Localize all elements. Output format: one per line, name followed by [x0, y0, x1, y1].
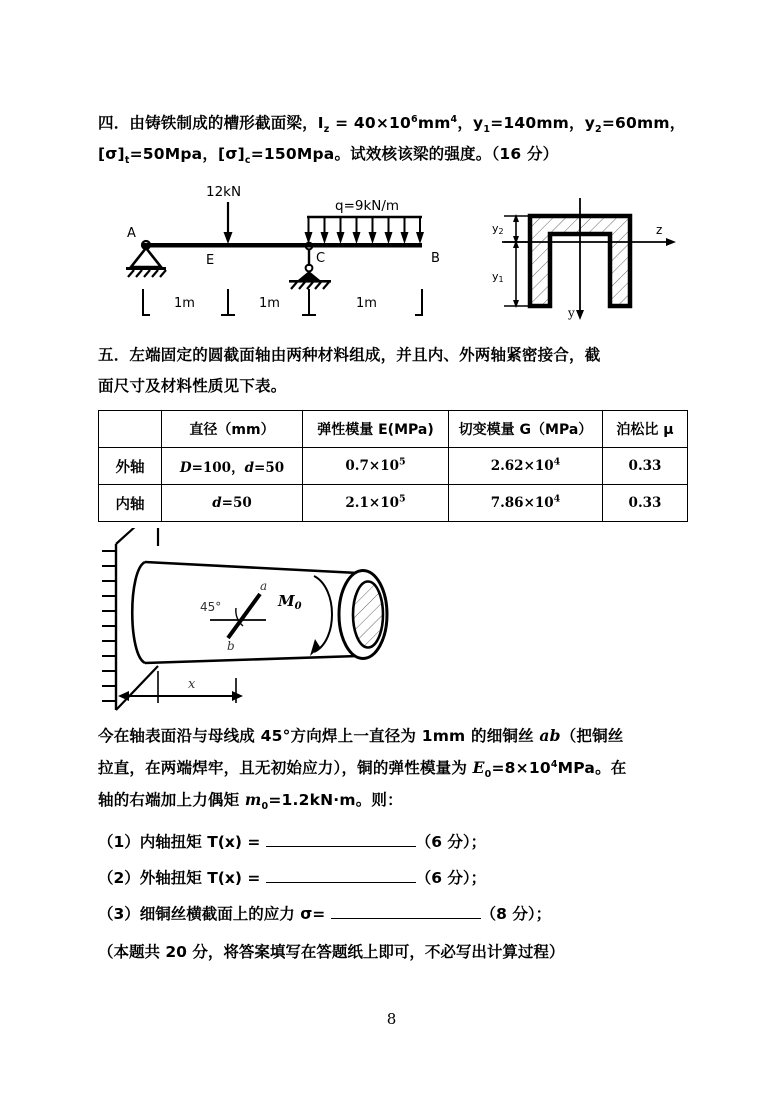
- problem-4-exponent-4: 4: [450, 113, 458, 125]
- question-2-symbol-arg: (x): [217, 869, 242, 887]
- problem-5-intro-line1: 五．左端固定的圆截面轴由两种材料组成，并且内、外两轴紧密接合，截: [98, 346, 601, 364]
- problem-5-E0-exponent: 4: [550, 758, 558, 770]
- axis-y-label: y: [568, 306, 575, 320]
- problem-4-line1-part-d: ，y: [457, 114, 484, 132]
- column-header-diameter: 直径（mm）: [162, 411, 303, 448]
- beam-diagram-svg: [98, 176, 688, 324]
- problem-4-exponent-6: 6: [411, 113, 418, 125]
- shaft-diagram-svg: [100, 528, 430, 718]
- question-3-prefix: （3）细铜丝横截面上的应力: [98, 905, 301, 923]
- y2-arrow-up: [513, 214, 519, 222]
- cell-inner-diameter: [162, 485, 303, 522]
- problem-4-statement: [98, 108, 688, 170]
- fixed-support-hatching: [102, 551, 116, 701]
- beam-dimension-2: 1m: [259, 296, 280, 311]
- page-content: [98, 108, 688, 970]
- problem-5-wire-symbol-ab: ab: [539, 726, 561, 745]
- beam-member: [142, 243, 422, 248]
- point-load-label: 12kN: [206, 184, 242, 200]
- cell-outer-diameter: [162, 448, 303, 485]
- question-2: [98, 860, 688, 896]
- outer-E-mantissa: 0.7×10: [345, 458, 399, 474]
- shaft-bottom-generatrix: [145, 656, 358, 663]
- question-3-answer-blank[interactable]: [331, 904, 481, 919]
- x-dimension-right-arrow: [232, 691, 243, 701]
- outer-G-mantissa: 2.62×10: [490, 458, 554, 474]
- question-3-symbol: σ: [300, 905, 313, 923]
- support-a-hatching: [128, 270, 166, 277]
- problem-5-E0-symbol: E: [472, 758, 485, 777]
- problem-5-E0-subscript: 0: [484, 769, 492, 781]
- beam-label-c: C: [316, 251, 326, 266]
- problem-5-m0-subscript: 0: [261, 801, 269, 813]
- row-label-inner-shaft: 内轴: [99, 485, 162, 522]
- shaft-left-end-arc: [132, 562, 145, 663]
- inner-E-exponent: 5: [398, 493, 406, 505]
- beam-dimension-3: 1m: [356, 296, 377, 311]
- y2-label: y2: [492, 222, 504, 236]
- problem-5-body-line1-a: 今在轴表面沿与母线成 45°方向焊上一直径为 1mm 的细铜丝: [98, 727, 540, 745]
- cell-outer-G: [449, 448, 603, 485]
- torque-arc: [314, 576, 332, 652]
- beam-label-b: B: [431, 251, 440, 266]
- problem-5-body-line2-b: =8×10: [491, 759, 551, 777]
- problem-5-body-line3-b: =1.2kN·m。则：: [268, 791, 403, 809]
- cell-outer-E: [303, 448, 449, 485]
- inner-d-symbol: d: [212, 495, 222, 511]
- problem-4-line1-part-a: 四．由铸铁制成的槽形截面梁，I: [98, 114, 324, 132]
- axis-z-label: z: [656, 223, 663, 237]
- distributed-load-label: q=9kN/m: [335, 198, 400, 214]
- beam-dimension-1: 1m: [174, 296, 195, 311]
- problem-4-line2-part-a: [σ]: [98, 145, 125, 163]
- problem-4-Iz-subscript: z: [323, 124, 330, 136]
- column-header-blank: [99, 411, 162, 448]
- axis-y-arrowhead: [576, 310, 584, 320]
- question-2-prefix: （2）外轴扭矩: [98, 869, 208, 887]
- problem-4-sigma-c-subscript: c: [244, 155, 251, 167]
- support-a-triangle: [131, 248, 161, 267]
- question-1-equals: =: [241, 833, 266, 851]
- question-1-symbol-arg: (x): [217, 833, 242, 851]
- torque-label: $M_0$: [278, 592, 302, 612]
- question-1-symbol: T: [207, 833, 218, 851]
- copper-wire-ab: [228, 594, 260, 638]
- support-c-triangle: [298, 271, 320, 280]
- shaft-inner-bore-hatched: [353, 582, 383, 648]
- point-load-arrow: [224, 202, 233, 244]
- outer-D-symbol: D: [179, 460, 192, 476]
- torque-arrowhead: [310, 639, 320, 656]
- question-2-suffix: （6 分）；: [415, 869, 487, 887]
- problem-4-y1-subscript: 1: [483, 124, 491, 136]
- cell-inner-E: [303, 485, 449, 522]
- problem-5-body-line1-b: （把铜丝: [560, 727, 624, 745]
- table-row: [99, 485, 688, 522]
- problem-4-line1-part-f: =60mm，: [601, 114, 686, 132]
- question-3: [98, 896, 688, 932]
- material-properties-table: [98, 410, 688, 522]
- question-2-answer-blank[interactable]: [266, 868, 416, 883]
- shaft-top-generatrix: [145, 562, 358, 573]
- problem-5-body-line2-c: MPa。在: [557, 759, 627, 777]
- outer-E-exponent: 5: [398, 456, 406, 468]
- problem-5-body-line3-a: 轴的右端加上力偶矩: [98, 791, 245, 809]
- distributed-load-arrows: [305, 217, 425, 244]
- problem-5-intro: [98, 340, 688, 402]
- problem-5-footnote: （本题共 20 分，将答案填写在答题纸上即可，不必写出计算过程）: [98, 943, 565, 961]
- cell-outer-mu: 0.33: [603, 448, 688, 485]
- question-3-suffix: （8 分）；: [480, 905, 552, 923]
- cross-section-diagram: [492, 198, 676, 320]
- x-dimension-left-arrow: [118, 691, 129, 701]
- cell-inner-G: [449, 485, 603, 522]
- outer-G-exponent: 4: [553, 456, 561, 468]
- inner-G-exponent: 4: [553, 493, 561, 505]
- inner-d-value: =50: [221, 495, 252, 511]
- problem-4-line1-part-b: = 40×10: [329, 114, 412, 132]
- support-c-ground-line: [289, 280, 331, 283]
- problem-4-unit-mm: mm: [417, 114, 451, 132]
- problem-4-y2-subscript: 2: [595, 124, 602, 136]
- beam-and-cross-section-figure: [98, 176, 688, 324]
- x-dimension-label: x: [188, 677, 196, 692]
- shaft-figure: [100, 528, 430, 718]
- wire-endpoint-b-label: b: [227, 639, 235, 653]
- question-3-equals: =: [312, 905, 331, 923]
- page-number: 8: [386, 1010, 397, 1028]
- inner-G-mantissa: 7.86×10: [490, 495, 554, 511]
- outer-d-value: =50: [254, 460, 285, 476]
- angle-label-45: 45°: [200, 600, 222, 614]
- question-1-prefix: （1）内轴扭矩: [98, 833, 208, 851]
- y1-label: y1: [492, 270, 504, 284]
- wall-top-edge: [116, 528, 158, 544]
- problem-5-intro-line2: 面尺寸及材料性质见下表。: [98, 377, 287, 395]
- question-1: [98, 824, 688, 860]
- problem-4-line1-part-e: =140mm，y: [490, 114, 596, 132]
- axis-z-arrowhead: [666, 238, 676, 246]
- beam-label-e: E: [206, 253, 215, 268]
- row-label-outer-shaft: 外轴: [99, 448, 162, 485]
- cell-inner-mu: 0.33: [603, 485, 688, 522]
- inner-E-mantissa: 2.1×10: [345, 495, 399, 511]
- column-header-shear-modulus: 切变模量 G（MPa）: [449, 411, 603, 448]
- beam-label-a: A: [127, 226, 136, 241]
- problem-4-sigma-t-subscript: t: [124, 155, 130, 167]
- problem-5-body: [98, 720, 688, 816]
- wall-bottom-edge: [116, 666, 158, 710]
- question-1-suffix: （6 分）；: [415, 833, 487, 851]
- question-2-equals: =: [241, 869, 266, 887]
- wire-endpoint-a-label: a: [260, 579, 268, 593]
- support-c-hatching: [291, 282, 329, 289]
- support-a-ground-line: [126, 267, 166, 270]
- outer-d-symbol: d: [244, 460, 255, 476]
- problem-5-body-line2-a: 拉直，在两端焊牢，且无初始应力），铜的弹性模量为: [98, 759, 473, 777]
- problem-5-m0-symbol: m: [244, 790, 262, 809]
- question-2-symbol: T: [207, 869, 218, 887]
- problem-4-line2-part-c: =150Mpa。试效核该梁的强度。（16 分）: [250, 145, 559, 163]
- problem-4-line2-part-b: =50Mpa，[σ]: [129, 145, 245, 163]
- column-header-poisson-ratio: 泊松比 μ: [603, 411, 688, 448]
- table-row: [99, 448, 688, 485]
- problem-5-questions: [98, 824, 688, 970]
- column-header-elastic-modulus: 弹性模量 E(MPa): [303, 411, 449, 448]
- outer-D-value: =100，: [191, 460, 245, 476]
- table-header-row: [99, 411, 688, 448]
- question-1-answer-blank[interactable]: [266, 832, 416, 847]
